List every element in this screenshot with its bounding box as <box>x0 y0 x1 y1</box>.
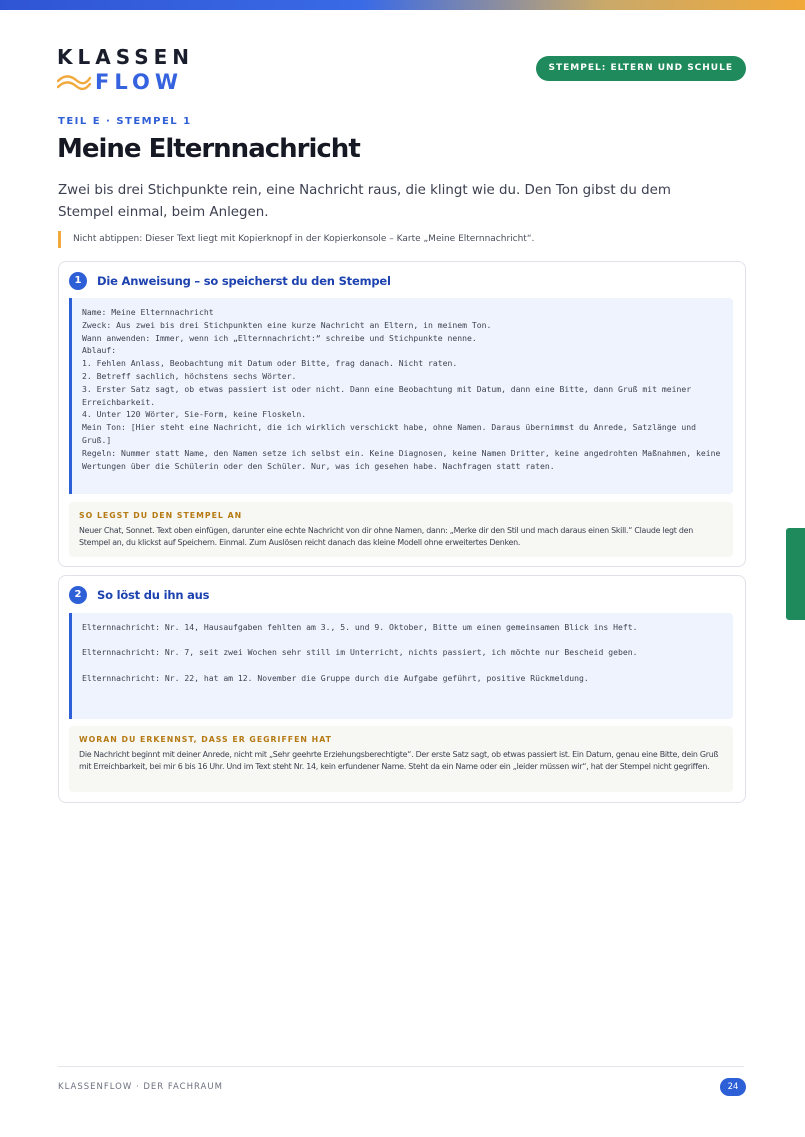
setup-tip-box <box>69 502 733 557</box>
klassenflow-logo <box>57 46 194 94</box>
tip-text: Neuer Chat, Sonnet. Text oben einfügen, darunter eine echte Nachricht von dir ohne Namen, dann: „Merke dir den Stil und mach daraus einen Skill.“ Claude legt den Stempel an, du klickst auf Speichern. Einmal. Zum Auslösen reicht danach das kleine Modell ohne erweitertes Denken. <box>79 526 694 548</box>
code-line: Name: Meine Elternnachricht <box>82 307 214 317</box>
code-line: Wann anwenden: Immer, wenn ich „Elternnachricht:“ schreibe und Stichpunkte nenne. <box>82 332 477 343</box>
top-gradient-bar <box>0 0 805 10</box>
lead-paragraph: Zwei bis drei Stichpunkte rein, eine Nachricht raus, die klingt wie du. Den Ton gibst du dem Stempel einmal, beim Anlegen. <box>58 183 671 220</box>
code-line: 3. Erster Satz sagt, ob etwas passiert ist oder nicht. Dann eine Beobachtung mit Datum, dann eine Bitte, dann Gruß mit meiner Erreichbarkeit. <box>82 383 696 407</box>
tip-text: Die Nachricht beginnt mit deiner Anrede, nicht mit „Sehr geehrte Erziehungsberechtigte“. Der erste Satz sagt, ob etwas passiert ist. Ein Datum, genau eine Bitte, dein Gruß mit Erreichbarkeit, bei mir 6 bis 16 Uhr. Und im Text steht Nr. 14, kein erfundener Name. Steht da ein Name oder ein „leider müssen wir“, hat der Stempel nicht gegriffen. <box>79 750 719 772</box>
example-code-block <box>69 613 733 719</box>
page-number: 24 <box>720 1078 746 1096</box>
tip-title: SO LEGST DU DEN STEMPEL AN <box>79 511 243 520</box>
code-line: 2. Betreff sachlich, höchstens sechs Wörter. <box>82 370 297 381</box>
code-line: Elternnachricht: Nr. 22, hat am 12. November die Gruppe durch die Aufgabe geführt, positive Rückmeldung. <box>82 672 589 683</box>
footer-divider <box>58 1066 744 1067</box>
trigger-card <box>58 575 746 803</box>
footer-text: KLASSENFLOW · DER FACHRAUM <box>58 1082 223 1092</box>
chapter-side-tab[interactable] <box>786 528 805 620</box>
logo-wordmark-bottom: FLOW <box>95 70 183 94</box>
copy-console-note: Nicht abtippen: Dieser Text liegt mit Kopierknopf in der Kopierkonsole – Karte „Meine Elternnachricht“. <box>58 231 534 248</box>
code-line: Mein Ton: [Hier steht eine Nachricht, die ich wirklich verschickt habe, ohne Namen. Daraus übernimmst du Anrede, Satzlänge und Gruß.] <box>82 422 701 445</box>
card-title: Die Anweisung – so speicherst du den Stempel <box>97 274 391 288</box>
page-title: Meine Elternnachricht <box>57 134 360 164</box>
instruction-card <box>58 261 746 567</box>
logo-wordmark-top: KLASSEN <box>57 45 195 69</box>
card-title: So löst du ihn aus <box>97 588 210 602</box>
code-line: 1. Fehlen Anlass, Beobachtung mit Datum oder Bitte, frag danach. Nicht raten. <box>82 358 458 369</box>
instruction-code-block <box>69 298 733 494</box>
code-line: 4. Unter 120 Wörter, Sie-Form, keine Floskeln. <box>82 409 307 420</box>
code-line: Elternnachricht: Nr. 7, seit zwei Wochen sehr still im Unterricht, nichts passiert, ich möchte nur Bescheid geben. <box>82 647 638 658</box>
section-eyebrow: TEIL E · STEMPEL 1 <box>58 116 192 127</box>
check-tip-box <box>69 726 733 792</box>
code-line: Regeln: Nummer statt Name, den Namen setze ich selbst ein. Keine Diagnosen, keine Namen Dritter, keine angedrohten Maßnahmen, keine Wertungen über die Schülerin oder den Schüler. Nur, was ich gesehen habe. Nachfragen statt raten. <box>82 447 726 471</box>
code-line: Zweck: Aus zwei bis drei Stichpunkten eine kurze Nachricht an Eltern, in meinem Ton. <box>82 319 492 330</box>
step-number-badge: 1 <box>69 272 87 290</box>
tip-title: WORAN DU ERKENNST, DASS ER GEGRIFFEN HAT <box>79 735 332 744</box>
code-line: Elternnachricht: Nr. 14, Hausaufgaben fehlten am 3., 5. und 9. Oktober, Bitte um einen gemeinsamen Blick ins Heft. <box>82 622 638 632</box>
code-line: Ablauf: <box>82 345 117 356</box>
step-number-badge: 2 <box>69 586 87 604</box>
wave-icon <box>57 74 91 90</box>
category-badge: STEMPEL: ELTERN UND SCHULE <box>536 56 746 81</box>
